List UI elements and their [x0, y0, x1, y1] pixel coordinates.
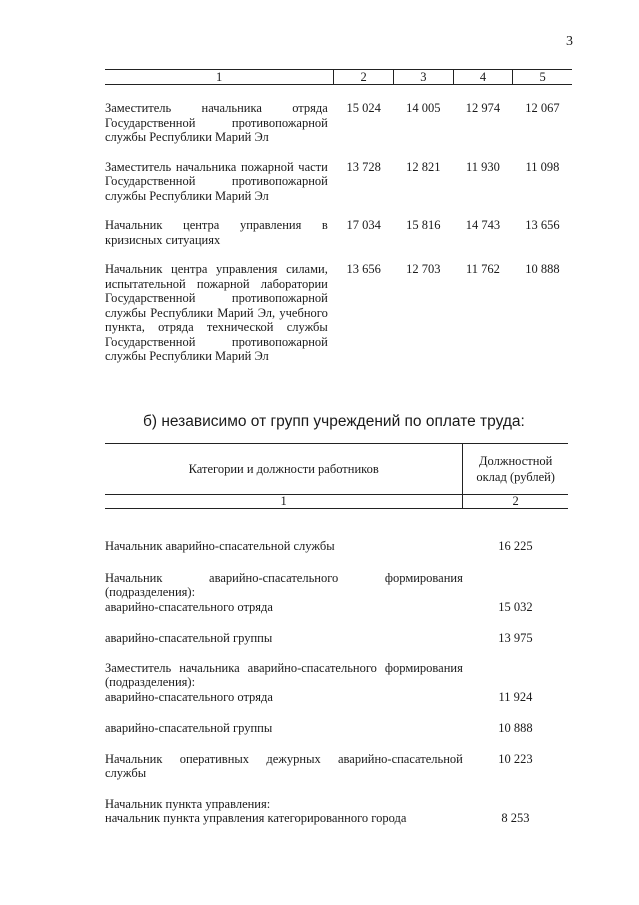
- position-name: Заместитель начальника пожарной части Государственной противопожарной службы Республики Марий Эл: [105, 159, 328, 203]
- position-name: Начальник оперативных дежурных аварийно-спасательной службы: [105, 751, 463, 780]
- table-header-row: [105, 444, 568, 495]
- salary-value: 11 098: [525, 159, 560, 174]
- table-row: [105, 85, 572, 145]
- position-name: аварийно-спасательного отряда: [105, 689, 273, 704]
- salary-table-by-group: [105, 69, 572, 364]
- salary-value: 10 888: [498, 720, 533, 735]
- table-row: [105, 646, 568, 690]
- position-name: Начальник аварийно-спасательного формирования (подразделения):: [105, 570, 463, 599]
- salary-value: 15 816: [406, 218, 441, 232]
- table-row: [105, 203, 572, 247]
- table-row: [105, 247, 572, 364]
- header-categories: Категории и должности работников: [105, 444, 463, 495]
- column-number-row: [105, 495, 568, 509]
- salary-value: [463, 781, 568, 812]
- table-row: [105, 557, 568, 600]
- salary-value: 13 656: [346, 262, 381, 276]
- salary-value: 17 034: [346, 218, 381, 232]
- column-number: 5: [513, 70, 572, 85]
- salary-value: 13 975: [498, 630, 533, 645]
- salary-value: 15 024: [346, 101, 381, 115]
- table-row: [105, 600, 568, 615]
- position-name: Начальник центра управления в кризисных ситуациях: [105, 218, 328, 247]
- position-name: Заместитель начальника отряда Государственной противопожарной службы Республики Марий Эл: [105, 101, 328, 144]
- position-name: Начальник пункта управления:: [105, 796, 271, 811]
- column-number: 2: [334, 70, 394, 85]
- salary-value: 16 225: [498, 539, 533, 553]
- position-name: начальник пункта управления категорированного города: [105, 811, 407, 825]
- table-row: [105, 145, 572, 204]
- salary-value: 12 703: [406, 262, 441, 276]
- position-name: Начальник аварийно-спасательной службы: [105, 539, 335, 553]
- page-number: 3: [566, 34, 573, 49]
- column-number: 1: [105, 495, 463, 509]
- salary-value: [463, 557, 568, 600]
- header-salary-label: Должностной оклад (рублей): [476, 454, 555, 484]
- column-number: 1: [105, 70, 334, 85]
- salary-value: 14 005: [406, 101, 441, 115]
- salary-value: 12 067: [525, 101, 560, 115]
- salary-value: 13 728: [346, 159, 381, 174]
- salary-value: [463, 646, 568, 690]
- salary-value: 15 032: [498, 599, 533, 614]
- table-row: [105, 811, 568, 826]
- salary-value: 14 743: [465, 218, 501, 232]
- position-name: аварийно-спасательной группы: [105, 720, 273, 735]
- position-name: Начальник центра управления силами, испытательной пожарной лаборатории Государственной противопожарной службы Республики Марий Эл, учебного пункта, отряда технической службы Государственной противопожарной службы Республики Марий Эл: [105, 262, 328, 363]
- table-row: [105, 615, 568, 646]
- salary-table-independent: [105, 443, 568, 826]
- position-name: Заместитель начальника аварийно-спасательного формирования (подразделения):: [105, 660, 463, 689]
- salary-value: 8 253: [501, 811, 530, 825]
- table-header-row: [105, 70, 572, 85]
- salary-value: 11 924: [498, 689, 533, 704]
- header-salary: [463, 444, 568, 495]
- column-number: 2: [463, 495, 568, 509]
- column-number: 4: [453, 70, 513, 85]
- position-name: аварийно-спасательного отряда: [105, 599, 273, 614]
- salary-value: 12 821: [406, 159, 441, 174]
- salary-value: 11 762: [466, 262, 500, 276]
- section-subheading: б) независимо от групп учреждений по оплате труда:: [143, 413, 525, 430]
- salary-value: 13 656: [525, 218, 560, 232]
- salary-value: 12 974: [465, 101, 501, 115]
- table-row: [105, 781, 568, 812]
- salary-value: 10 223: [498, 751, 533, 766]
- salary-value: 10 888: [525, 262, 560, 276]
- table-row: [105, 509, 568, 557]
- table-row: [105, 690, 568, 705]
- salary-value: 11 930: [466, 159, 500, 174]
- table-row: [105, 736, 568, 781]
- table-row: [105, 705, 568, 736]
- column-number: 3: [393, 70, 453, 85]
- position-name: аварийно-спасательной группы: [105, 630, 273, 645]
